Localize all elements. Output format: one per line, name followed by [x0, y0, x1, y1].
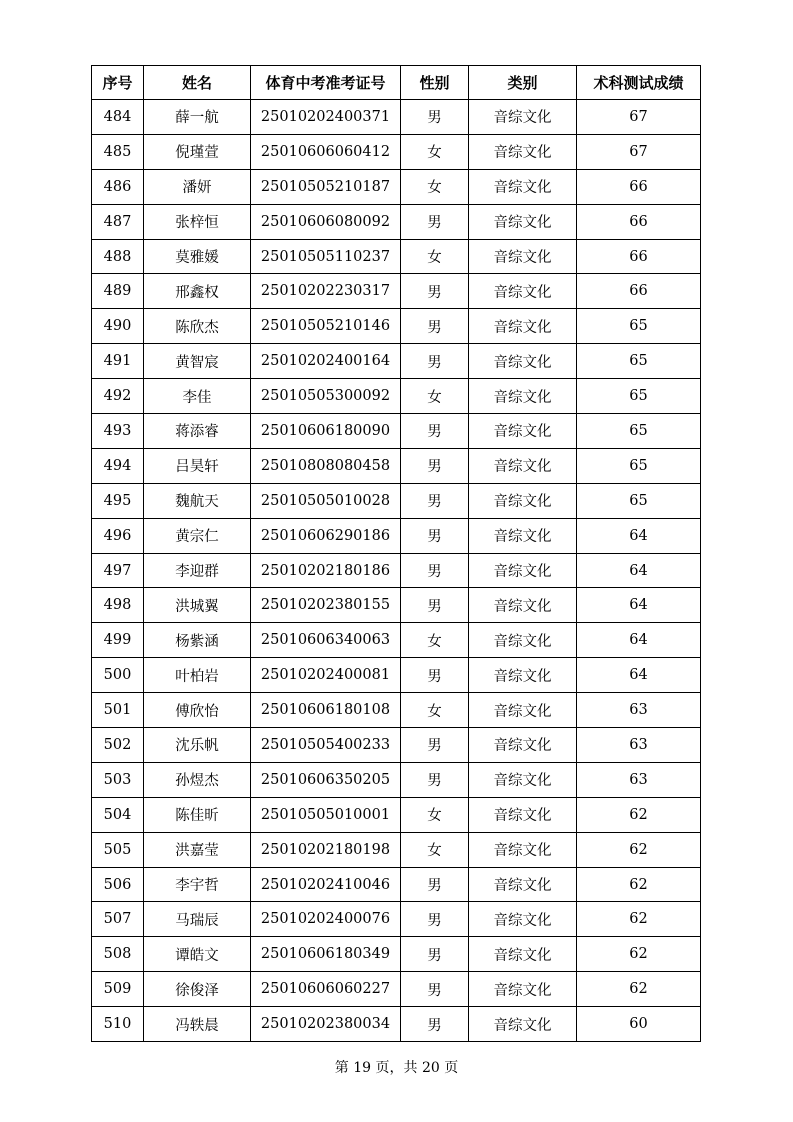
cell-index: 491: [92, 344, 144, 379]
cell-name: 傅欣怡: [144, 693, 251, 728]
cell-exam-id: 25010606290186: [251, 518, 401, 553]
header-gender: 性别: [401, 66, 469, 100]
cell-category: 音综文化: [469, 728, 577, 763]
cell-category: 音综文化: [469, 762, 577, 797]
cell-gender: 男: [401, 344, 469, 379]
cell-score: 62: [577, 832, 701, 867]
cell-category: 音综文化: [469, 344, 577, 379]
cell-exam-id: 25010505300092: [251, 379, 401, 414]
cell-exam-id: 25010202400076: [251, 902, 401, 937]
cell-name: 吕昊轩: [144, 448, 251, 483]
table-row: [92, 867, 701, 902]
cell-index: 508: [92, 937, 144, 972]
cell-name: 邢鑫权: [144, 274, 251, 309]
cell-category: 音综文化: [469, 553, 577, 588]
table-row: [92, 309, 701, 344]
cell-name: 陈佳昕: [144, 797, 251, 832]
cell-category: 音综文化: [469, 832, 577, 867]
cell-score: 63: [577, 728, 701, 763]
table-row: [92, 518, 701, 553]
cell-index: 486: [92, 169, 144, 204]
cell-exam-id: 25010505010001: [251, 797, 401, 832]
cell-score: 64: [577, 623, 701, 658]
cell-gender: 女: [401, 623, 469, 658]
cell-name: 叶柏岩: [144, 658, 251, 693]
cell-exam-id: 25010202180198: [251, 832, 401, 867]
cell-score: 67: [577, 100, 701, 135]
table-row: [92, 169, 701, 204]
cell-category: 音综文化: [469, 588, 577, 623]
cell-name: 李宇哲: [144, 867, 251, 902]
cell-exam-id: 25010202180186: [251, 553, 401, 588]
cell-gender: 男: [401, 100, 469, 135]
cell-gender: 男: [401, 553, 469, 588]
cell-category: 音综文化: [469, 518, 577, 553]
cell-gender: 女: [401, 169, 469, 204]
cell-score: 65: [577, 309, 701, 344]
cell-category: 音综文化: [469, 1007, 577, 1042]
table-row: [92, 239, 701, 274]
cell-exam-id: 25010202400164: [251, 344, 401, 379]
cell-gender: 男: [401, 762, 469, 797]
cell-gender: 男: [401, 728, 469, 763]
cell-exam-id: 25010606060227: [251, 972, 401, 1007]
cell-name: 潘妍: [144, 169, 251, 204]
cell-index: 497: [92, 553, 144, 588]
table-row: [92, 483, 701, 518]
cell-exam-id: 25010808080458: [251, 448, 401, 483]
cell-index: 509: [92, 972, 144, 1007]
cell-score: 62: [577, 902, 701, 937]
cell-name: 倪瑾萱: [144, 134, 251, 169]
header-row: [92, 66, 701, 100]
cell-index: 484: [92, 100, 144, 135]
cell-score: 62: [577, 797, 701, 832]
header-index: 序号: [92, 66, 144, 100]
table-row: [92, 797, 701, 832]
cell-gender: 男: [401, 414, 469, 449]
cell-gender: 女: [401, 134, 469, 169]
cell-score: 63: [577, 693, 701, 728]
cell-category: 音综文化: [469, 274, 577, 309]
cell-gender: 女: [401, 832, 469, 867]
cell-gender: 男: [401, 902, 469, 937]
header-score: 术科测试成绩: [577, 66, 701, 100]
table-row: [92, 623, 701, 658]
cell-exam-id: 25010202400081: [251, 658, 401, 693]
cell-index: 498: [92, 588, 144, 623]
cell-score: 64: [577, 553, 701, 588]
cell-category: 音综文化: [469, 623, 577, 658]
cell-gender: 男: [401, 658, 469, 693]
cell-gender: 男: [401, 483, 469, 518]
table-row: [92, 100, 701, 135]
cell-score: 64: [577, 518, 701, 553]
cell-exam-id: 25010606340063: [251, 623, 401, 658]
cell-score: 65: [577, 414, 701, 449]
cell-name: 陈欣杰: [144, 309, 251, 344]
cell-score: 65: [577, 379, 701, 414]
cell-category: 音综文化: [469, 309, 577, 344]
table-row: [92, 134, 701, 169]
table-row: [92, 274, 701, 309]
cell-exam-id: 25010505210146: [251, 309, 401, 344]
cell-score: 60: [577, 1007, 701, 1042]
table-row: [92, 832, 701, 867]
cell-index: 502: [92, 728, 144, 763]
cell-name: 冯轶晨: [144, 1007, 251, 1042]
table-body: [92, 100, 701, 1042]
cell-category: 音综文化: [469, 414, 577, 449]
cell-index: 485: [92, 134, 144, 169]
table-row: [92, 553, 701, 588]
cell-exam-id: 25010505110237: [251, 239, 401, 274]
table-row: [92, 902, 701, 937]
cell-exam-id: 25010606180108: [251, 693, 401, 728]
cell-index: 503: [92, 762, 144, 797]
cell-score: 65: [577, 344, 701, 379]
cell-index: 487: [92, 204, 144, 239]
cell-gender: 男: [401, 518, 469, 553]
cell-name: 李佳: [144, 379, 251, 414]
header-exam-id: 体育中考准考证号: [251, 66, 401, 100]
cell-exam-id: 25010505400233: [251, 728, 401, 763]
cell-score: 67: [577, 134, 701, 169]
table-row: [92, 972, 701, 1007]
score-table: [91, 65, 701, 1042]
cell-score: 66: [577, 204, 701, 239]
cell-name: 杨紫涵: [144, 623, 251, 658]
cell-score: 65: [577, 448, 701, 483]
cell-index: 493: [92, 414, 144, 449]
cell-category: 音综文化: [469, 239, 577, 274]
cell-category: 音综文化: [469, 693, 577, 728]
cell-gender: 男: [401, 448, 469, 483]
cell-name: 黄宗仁: [144, 518, 251, 553]
cell-index: 507: [92, 902, 144, 937]
cell-gender: 男: [401, 1007, 469, 1042]
cell-category: 音综文化: [469, 134, 577, 169]
cell-gender: 女: [401, 239, 469, 274]
cell-exam-id: 25010202380034: [251, 1007, 401, 1042]
cell-name: 张梓恒: [144, 204, 251, 239]
cell-index: 495: [92, 483, 144, 518]
cell-index: 494: [92, 448, 144, 483]
cell-index: 500: [92, 658, 144, 693]
table-row: [92, 693, 701, 728]
cell-index: 504: [92, 797, 144, 832]
cell-name: 李迎群: [144, 553, 251, 588]
table-row: [92, 937, 701, 972]
cell-name: 徐俊泽: [144, 972, 251, 1007]
cell-gender: 男: [401, 867, 469, 902]
cell-score: 64: [577, 658, 701, 693]
cell-index: 488: [92, 239, 144, 274]
cell-index: 492: [92, 379, 144, 414]
table-row: [92, 728, 701, 763]
cell-score: 62: [577, 972, 701, 1007]
cell-index: 501: [92, 693, 144, 728]
cell-exam-id: 25010505010028: [251, 483, 401, 518]
table-row: [92, 588, 701, 623]
cell-name: 洪嘉莹: [144, 832, 251, 867]
header-category: 类别: [469, 66, 577, 100]
cell-exam-id: 25010606080092: [251, 204, 401, 239]
cell-category: 音综文化: [469, 379, 577, 414]
cell-category: 音综文化: [469, 937, 577, 972]
cell-exam-id: 25010505210187: [251, 169, 401, 204]
header-name: 姓名: [144, 66, 251, 100]
cell-exam-id: 25010202380155: [251, 588, 401, 623]
cell-name: 沈乐帆: [144, 728, 251, 763]
cell-name: 洪城翼: [144, 588, 251, 623]
cell-name: 谭皓文: [144, 937, 251, 972]
cell-exam-id: 25010202230317: [251, 274, 401, 309]
cell-score: 62: [577, 867, 701, 902]
cell-name: 孙煜杰: [144, 762, 251, 797]
cell-index: 490: [92, 309, 144, 344]
cell-gender: 男: [401, 274, 469, 309]
cell-category: 音综文化: [469, 972, 577, 1007]
cell-exam-id: 25010202400371: [251, 100, 401, 135]
table-row: [92, 344, 701, 379]
table-row: [92, 1007, 701, 1042]
cell-score: 66: [577, 169, 701, 204]
cell-exam-id: 25010202410046: [251, 867, 401, 902]
cell-category: 音综文化: [469, 902, 577, 937]
table-row: [92, 658, 701, 693]
cell-index: 489: [92, 274, 144, 309]
cell-name: 魏航天: [144, 483, 251, 518]
cell-gender: 男: [401, 309, 469, 344]
cell-exam-id: 25010606060412: [251, 134, 401, 169]
cell-category: 音综文化: [469, 169, 577, 204]
cell-score: 65: [577, 483, 701, 518]
cell-name: 薛一航: [144, 100, 251, 135]
cell-gender: 女: [401, 379, 469, 414]
cell-category: 音综文化: [469, 100, 577, 135]
cell-score: 64: [577, 588, 701, 623]
cell-score: 63: [577, 762, 701, 797]
table-row: [92, 762, 701, 797]
cell-index: 510: [92, 1007, 144, 1042]
cell-index: 499: [92, 623, 144, 658]
cell-exam-id: 25010606180090: [251, 414, 401, 449]
cell-category: 音综文化: [469, 483, 577, 518]
table-row: [92, 379, 701, 414]
cell-index: 496: [92, 518, 144, 553]
cell-category: 音综文化: [469, 448, 577, 483]
page-footer: 第 19 页，共 20 页: [334, 1060, 459, 1076]
cell-gender: 女: [401, 693, 469, 728]
cell-exam-id: 25010606350205: [251, 762, 401, 797]
cell-category: 音综文化: [469, 658, 577, 693]
cell-gender: 男: [401, 204, 469, 239]
cell-name: 莫雅媛: [144, 239, 251, 274]
cell-gender: 男: [401, 972, 469, 1007]
cell-gender: 男: [401, 937, 469, 972]
cell-category: 音综文化: [469, 797, 577, 832]
cell-score: 66: [577, 239, 701, 274]
cell-name: 马瑞辰: [144, 902, 251, 937]
cell-gender: 女: [401, 797, 469, 832]
table-row: [92, 448, 701, 483]
cell-name: 蒋添睿: [144, 414, 251, 449]
table-row: [92, 204, 701, 239]
cell-exam-id: 25010606180349: [251, 937, 401, 972]
cell-index: 506: [92, 867, 144, 902]
cell-score: 62: [577, 937, 701, 972]
table-row: [92, 414, 701, 449]
cell-gender: 男: [401, 588, 469, 623]
cell-name: 黄智宸: [144, 344, 251, 379]
cell-index: 505: [92, 832, 144, 867]
cell-category: 音综文化: [469, 867, 577, 902]
cell-score: 66: [577, 274, 701, 309]
cell-category: 音综文化: [469, 204, 577, 239]
